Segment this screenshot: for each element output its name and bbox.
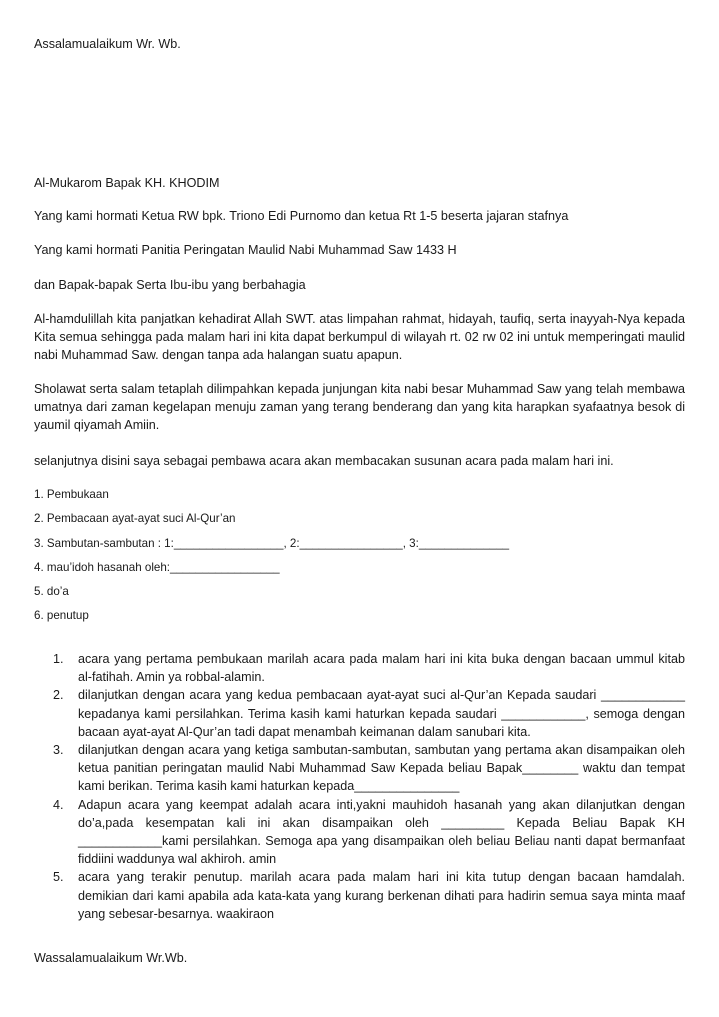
- agenda-item: 5. do’a: [34, 585, 69, 598]
- program-step: [34, 796, 685, 869]
- program-step: [34, 868, 685, 923]
- step-number: 1.: [53, 652, 64, 666]
- program-step: [34, 650, 685, 686]
- step-number: 4.: [53, 797, 64, 812]
- step-number: 3.: [53, 743, 64, 758]
- agenda-item: 2. Pembacaan ayat-ayat suci Al-Qur’an: [34, 512, 236, 525]
- step-number: 5.: [53, 870, 64, 885]
- opening-paragraph: selanjutnya disini saya sebagai pembawa acara akan membacakan susunan acara pada malam hari ini.: [34, 454, 614, 468]
- opening-paragraph: Sholawat serta salam tetaplah dilimpahkan kepada junjungan kita nabi besar Muhammad Saw yang telah membawa umatnya dari zaman kegelapan menuju zaman yang terang benderang dan yang kita harapkan syafaatnya besok di yaumil qiyamah Amiin.: [34, 382, 685, 432]
- step-text: Adapun acara yang keempat adalah acara inti,yakni mauhidoh hasanah yang akan dilanjutkan dengan do’a,pada kesempatan kali ini akan disampaikan oleh _________ Kepada Beliau Bapak KH ____________kami persilahkan. Semoga apa yang disampaikan oleh beliau Beliau nanti dapat bermanfaat fiddiini waddunya wal akhiroh. amin: [78, 797, 685, 867]
- step-text: acara yang terakir penutup. marilah acara pada malam hari ini kita tutup dengan bacaan hamdalah. demikian dari kami apabila ada kata-kata yang kurang berkenan dihati para hadirin semua saya minta maaf yang sebesar-besarnya. waakiraon: [78, 870, 685, 921]
- opening-paragraph: Al-hamdulillah kita panjatkan kehadirat Allah SWT. atas limpahan rahmat, hidayah, taufiq, serta inayyah-Nya kepada Kita semua sehingga pada malam hari ini kita dapat berkumpul di wilayah rt. 02 rw 02 ini untuk memperingati maulid nabi Muhammad Saw. dengan tanpa ada halangan suatu apapun.: [34, 312, 685, 362]
- agenda-item: 4. mau’idoh hasanah oleh:_________________: [34, 561, 280, 574]
- salutation-line: Yang kami hormati Ketua RW bpk. Triono Edi Purnomo dan ketua Rt 1-5 beserta jajaran stafnya: [34, 209, 569, 223]
- agenda-item: 6. penutup: [34, 609, 89, 622]
- program-step: [34, 686, 685, 741]
- agenda-item: 1. Pembukaan: [34, 488, 109, 501]
- salutation-line: dan Bapak-bapak Serta Ibu-ibu yang berbahagia: [34, 278, 306, 292]
- step-text: acara yang pertama pembukaan marilah acara pada malam hari ini kita buka dengan bacaan ummul kitab al-fatihah. Amin ya robbal-alamin.: [78, 652, 685, 685]
- step-number: 2.: [53, 688, 64, 703]
- program-steps-list: [34, 650, 685, 923]
- step-text: dilanjutkan dengan acara yang ketiga sambutan-sambutan, sambutan yang pertama akan disampaikan oleh ketua panitian peringatan maulid Nabi Muhammad Saw Kepada beliau Bapak________ waktu dan tempat kami berikan. Terima kasih kami haturkan kepada_______________: [78, 743, 685, 794]
- closing-greeting: Wassalamualaikum Wr.Wb.: [34, 951, 188, 965]
- program-step: [34, 741, 685, 796]
- salutation-line: Yang kami hormati Panitia Peringatan Maulid Nabi Muhammad Saw 1433 H: [34, 243, 457, 257]
- agenda-item: 3. Sambutan-sambutan : 1:_________________, 2:________________, 3:______________: [34, 537, 510, 550]
- step-text: dilanjutkan dengan acara yang kedua pembacaan ayat-ayat suci al-Qur’an Kepada saudari ____________ kepadanya kami persilahkan. Terima kasih kami haturkan kepada saudari ____________, semoga dengan bacaan ayat-ayat Al-Qur’an tadi dapat menambah keimanan dalam sanubari kita.: [78, 688, 685, 739]
- opening-greeting: Assalamualaikum Wr. Wb.: [34, 37, 181, 51]
- salutation-line: Al-Mukarom Bapak KH. KHODIM: [34, 176, 220, 190]
